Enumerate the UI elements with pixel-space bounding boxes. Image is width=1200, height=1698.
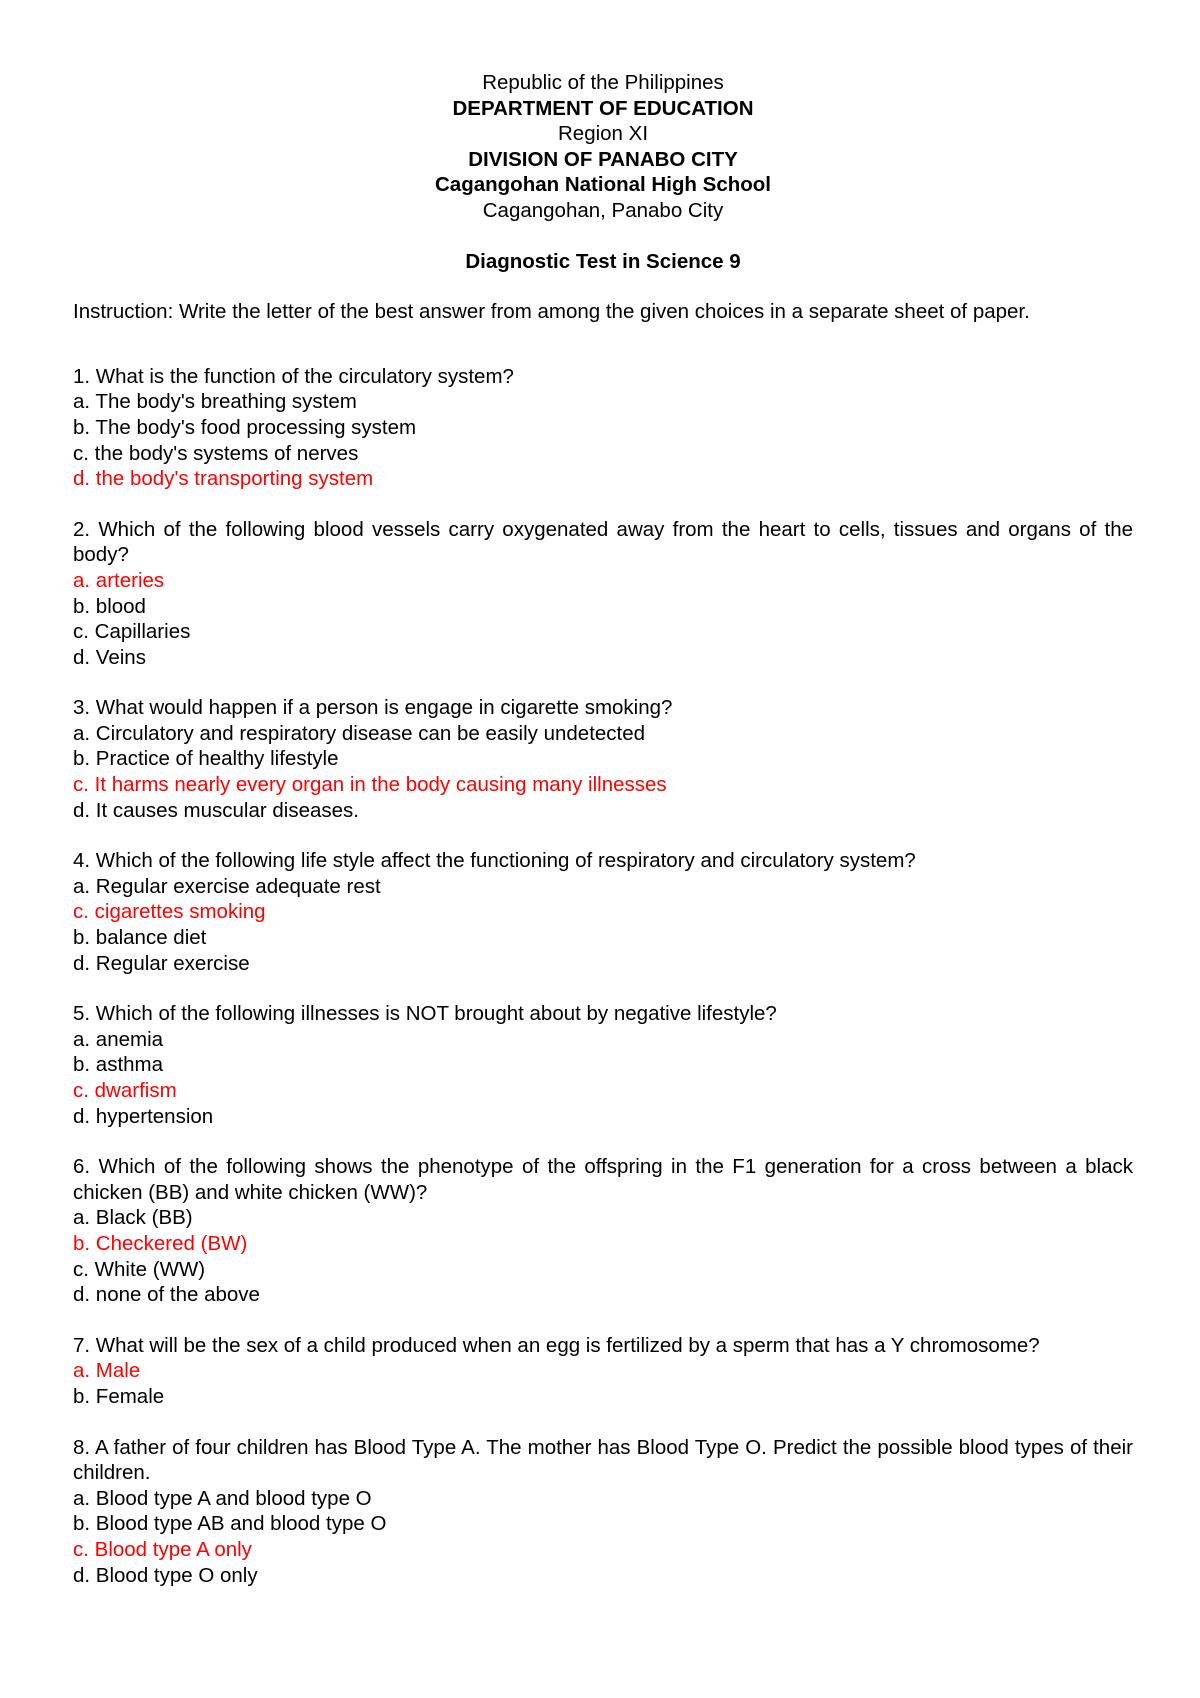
answer-choice: b. Practice of healthy lifestyle <box>73 747 339 771</box>
answer-choice: c. the body's systems of nerves <box>73 441 359 465</box>
header-address: Cagangohan, Panabo City <box>482 198 724 222</box>
answer-choice: d. hypertension <box>73 1104 214 1128</box>
answer-choice-correct: a. Male <box>73 1359 141 1383</box>
question-item <box>73 364 1133 492</box>
answer-choice: b. balance diet <box>73 926 207 950</box>
question-text: 7. What will be the sex of a child produced when an egg is fertilized by a sperm that has a Y chromosome? <box>73 1333 1040 1357</box>
answer-choice: d. none of the above <box>73 1283 260 1307</box>
answer-choice: d. Regular exercise <box>73 951 250 975</box>
answer-choice: a. Blood type A and blood type O <box>73 1486 372 1510</box>
header-department: DEPARTMENT OF EDUCATION <box>452 96 754 120</box>
document-page <box>73 70 1133 1588</box>
question-text: 1. What is the function of the circulatory system? <box>73 364 514 388</box>
question-text: 4. Which of the following life style affect the functioning of respiratory and circulatory system? <box>73 849 916 873</box>
question-item <box>73 517 1133 671</box>
answer-choice-correct: d. the body's transporting system <box>73 467 374 491</box>
answer-choice: d. Veins <box>73 645 146 669</box>
answer-choice: b. Blood type AB and blood type O <box>73 1512 387 1536</box>
answer-choice: c. White (WW) <box>73 1257 206 1281</box>
question-item <box>73 848 1133 976</box>
question-text: 5. Which of the following illnesses is NOT brought about by negative lifestyle? <box>73 1002 777 1026</box>
answer-choice: a. Regular exercise adequate rest <box>73 874 381 898</box>
question-text: 2. Which of the following blood vessels carry oxygenated away from the heart to cells, tissues and organs of the body? <box>73 517 1133 567</box>
answer-choice-correct: a. arteries <box>73 568 165 592</box>
question-item <box>73 1001 1133 1129</box>
header-division: DIVISION OF PANABO CITY <box>468 147 738 171</box>
question-text: 6. Which of the following shows the phenotype of the offspring in the F1 generation for a cross between a black chicken (BB) and white chicken (WW)? <box>73 1155 1133 1204</box>
answer-choice-correct: c. It harms nearly every organ in the body causing many illnesses <box>73 773 667 797</box>
question-text: 3. What would happen if a person is engage in cigarette smoking? <box>73 696 673 720</box>
answer-choice-correct: c. Blood type A only <box>73 1537 252 1561</box>
answer-choice: a. anemia <box>73 1027 164 1051</box>
answer-choice: b. The body's food processing system <box>73 415 417 439</box>
question-item <box>73 1435 1133 1589</box>
question-item <box>73 695 1133 823</box>
answer-choice-correct: b. Checkered (BW) <box>73 1231 248 1255</box>
answer-choice: b. asthma <box>73 1053 164 1077</box>
instruction-text: Instruction: Write the letter of the best answer from among the given choices in a separate sheet of paper. <box>73 300 1030 324</box>
question-list <box>73 364 1133 1588</box>
answer-choice: a. Black (BB) <box>73 1206 193 1230</box>
question-text: 8. A father of four children has Blood Type A. The mother has Blood Type O. Predict the possible blood types of their children. <box>73 1435 1133 1485</box>
answer-choice: c. Capillaries <box>73 620 191 644</box>
answer-choice-correct: c. cigarettes smoking <box>73 900 266 924</box>
answer-choice: a. The body's breathing system <box>73 390 357 414</box>
question-item <box>73 1154 1133 1308</box>
answer-choice: d. It causes muscular diseases. <box>73 798 359 822</box>
answer-choice: b. Female <box>73 1384 165 1408</box>
test-title: Diagnostic Test in Science 9 <box>465 249 741 273</box>
question-item <box>73 1333 1133 1410</box>
header-republic: Republic of the Philippines <box>482 71 724 94</box>
header-school: Cagangohan National High School <box>435 173 771 197</box>
answer-choice-correct: c. dwarfism <box>73 1079 177 1102</box>
answer-choice: d. Blood type O only <box>73 1563 258 1587</box>
header-region: Region XI <box>557 122 649 146</box>
answer-choice: a. Circulatory and respiratory disease can be easily undetected <box>73 721 646 745</box>
answer-choice: b. blood <box>73 594 146 618</box>
document-header <box>73 70 1133 224</box>
